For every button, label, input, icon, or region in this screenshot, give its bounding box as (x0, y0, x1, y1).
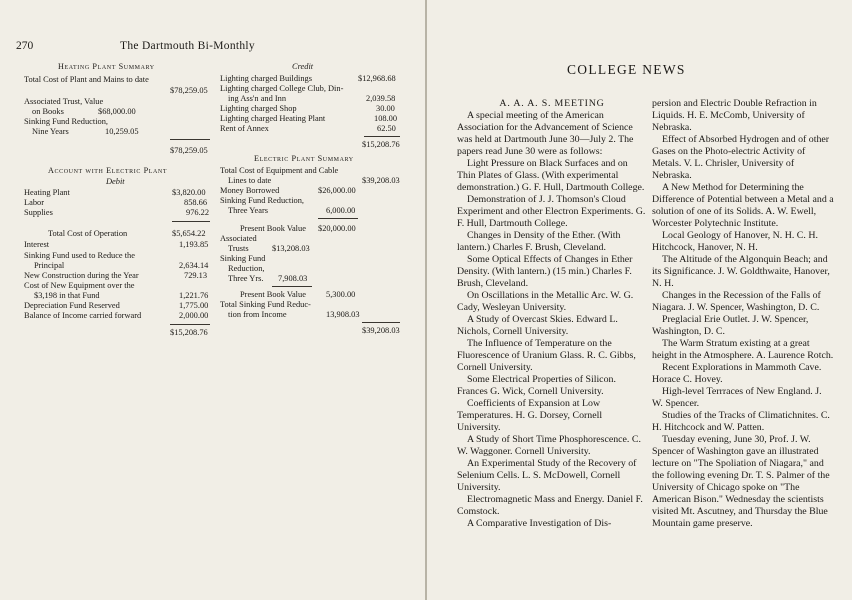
debit-amount: 976.22 (186, 208, 210, 217)
summary-amount: $20,000.00 (318, 224, 356, 233)
paper-entry: Some Electrical Properties of Silicon. Frances G. Wick, Cornell University. (457, 374, 616, 397)
debit-amount: $3,820.00 (172, 188, 206, 197)
paper-entry: Demonstration of J. J. Thomson's Cloud Experiment and other Electron Experiments. G. F. Hull, Dartmouth College. (457, 194, 646, 229)
debit-amount: 1,221.76 (179, 291, 209, 300)
credit-line: Lighting charged Heating Plant (220, 114, 326, 123)
credit-line: Lighting charged Shop (220, 104, 297, 113)
debit-line: Labor (24, 198, 44, 207)
paper-entry: Studies of the Tracks of Climatichnites. C. H. Hitchcock and W. Patten. (652, 410, 830, 433)
debit-heading: Debit (106, 177, 125, 186)
article-right-column (652, 98, 834, 530)
heating-amount: $68,000.00 (98, 107, 136, 116)
paper-entry: Local Geology of Hanover, N. H. C. H. Hitchcock, Hanover, N. H. (652, 230, 818, 253)
subtotal-rule (318, 218, 358, 219)
heating-line: Sinking Fund Reduction, (24, 117, 108, 126)
summary-amount: $39,208.03 (362, 326, 400, 335)
summary-line: Money Borrowed (220, 186, 280, 195)
credit-line: ing Ass'n and Inn (228, 94, 287, 103)
credit-heading: Credit (292, 62, 314, 71)
paper-entry: A Comparative Investigation of Dis- (467, 518, 612, 529)
summary-line: Present Book Value (240, 290, 306, 299)
article-paragraph: Tuesday evening, June 30, Prof. J. W. Spencer of Washington gave an illustrated lecture on "The Spoliation of Niagara," and the following evening Dr. T. S. Palmer of the University of Chicago spoke on "The American Bison." Wednesday the scientists visited Mt. Ascutney, and Thursday the Blue Mountain game preserve. (652, 434, 830, 529)
summary-line: Sinking Fund (220, 254, 266, 263)
paper-entry: A Study of Short Time Phosphorescence. C. W. Waggoner. Cornell University. (457, 434, 641, 457)
total-rule (364, 136, 400, 137)
right-page (427, 0, 852, 600)
heating-summary-title: Heating Plant Summary (58, 62, 155, 71)
article-left-column (457, 98, 647, 530)
running-head: The Dartmouth Bi-Monthly (120, 40, 255, 52)
credit-line: Lighting charged Buildings (220, 74, 312, 83)
debit-line: Total Cost of Operation (48, 229, 128, 238)
article-subhead: A. A. A. S. MEETING (499, 98, 605, 109)
credit-amount: 108.00 (374, 114, 398, 123)
page-number: 270 (16, 40, 34, 52)
debit-amount: 858.66 (184, 198, 208, 207)
paper-entry: Changes in the Recession of the Falls of Niagara. J. W. Spencer, Washington, D. C. (652, 290, 821, 313)
credit-amount: $15,208.76 (362, 140, 400, 149)
summary-line: Three Yrs. (228, 274, 264, 283)
paper-entry: Preglacial Erie Outlet. J. W. Spencer, Washington, D. C. (652, 314, 809, 337)
debit-line: Supplies (24, 208, 53, 217)
total-rule (362, 322, 400, 323)
heating-amount: 10,259.05 (105, 127, 139, 136)
summary-amount: 5,300.00 (326, 290, 356, 299)
credit-line: Lighting charged College Club, Din- (220, 84, 344, 93)
debit-amount: 1,775.00 (179, 301, 209, 310)
credit-amount: 2,039.58 (366, 94, 396, 103)
debit-amount: $15,208.76 (170, 328, 208, 337)
left-page (0, 0, 425, 600)
summary-amount: $13,208.03 (272, 244, 310, 253)
section-title: COLLEGE NEWS (567, 62, 686, 77)
heating-line: Nine Years (32, 127, 69, 136)
heating-amount: $78,259.05 (170, 146, 208, 155)
summary-amount: 13,908.03 (326, 310, 360, 319)
total-rule (170, 139, 210, 140)
summary-line: Three Years (228, 206, 269, 215)
paper-entry: Effect of Absorbed Hydrogen and of other Gases on the Photo-electric Activity of Metals. V. L. Chrisler, University of Nebraska. (652, 134, 830, 181)
heating-line: on Books (32, 107, 64, 116)
article-paragraph: A special meeting of the American Association for the Advancement of Science was held at Dartmouth June 30—July 2. The papers read June 30 were as follows: (457, 110, 634, 157)
summary-amount: 7,908.03 (278, 274, 308, 283)
credit-line: Rent of Annex (220, 124, 269, 133)
heating-line: Associated Trust, Value (24, 97, 104, 106)
paper-entry: The Warm Stratum existing at a great height in the Atmosphere. A. Laurence Rotch. (652, 338, 834, 361)
debit-amount: 1,193.85 (179, 240, 209, 249)
heating-amount: $78,259.05 (170, 86, 208, 95)
paper-entry: High-level Terrraces of New England. J. W. Spencer. (652, 386, 822, 409)
paper-entry: persion and Electric Double Refraction in Liquids. H. E. McComb, University of Nebraska. (652, 98, 817, 133)
summary-amount: 6,000.00 (326, 206, 356, 215)
summary-amount: $39,208.03 (362, 176, 400, 185)
summary-line: Total Sinking Fund Reduc- (220, 300, 311, 309)
electric-account-title: Account with Electric Plant (48, 166, 168, 175)
summary-line: Sinking Fund Reduction, (220, 196, 304, 205)
summary-line: tion from Income (228, 310, 287, 319)
credit-amount: $12,968.68 (358, 74, 396, 83)
debit-amount: 2,634.14 (179, 261, 209, 270)
summary-amount: $26,000.00 (318, 186, 356, 195)
debit-amount: $5,654.22 (172, 229, 206, 238)
paper-entry: Changes in Density of the Ether. (With lantern.) Charles F. Brush, Cleveland. (457, 230, 621, 253)
subtotal-rule (272, 286, 312, 287)
paper-entry: Recent Explorations in Mammoth Cave. Horace C. Hovey. (652, 362, 822, 385)
heating-line: Total Cost of Plant and Mains to date (24, 75, 149, 84)
paper-entry: The Influence of Temperature on the Fluorescence of Uranium Glass. R. C. Gibbs, Cornell University. (457, 338, 636, 373)
credit-amount: 30.00 (376, 104, 395, 113)
total-rule (170, 324, 210, 325)
paper-entry: The Altitude of the Algonquin Beach; and its Significance. J. W. Goldthwaite, Hanover, N. H. (652, 254, 830, 289)
debit-line: Heating Plant (24, 188, 70, 197)
paper-entry: A Study of Overcast Skies. Edward L. Nichols, Cornell University. (457, 314, 618, 337)
summary-line: Present Book Value (240, 224, 306, 233)
paper-entry: Some Optical Effects of Changes in Ether Density. (With lantern.) (15 min.) Charles F. Brush, Cleveland. (457, 254, 633, 289)
summary-line: Associated (220, 234, 257, 243)
debit-amount: 729.13 (184, 271, 208, 280)
credit-amount: 62.50 (377, 124, 396, 133)
summary-line: Trusts (228, 244, 249, 253)
summary-line: Reduction, (228, 264, 265, 273)
debit-line: Cost of New Equipment over the (24, 281, 135, 290)
paper-entry: An Experimental Study of the Recovery of Selenium Cells. L. S. McDowell, Cornell University. (457, 458, 637, 493)
summary-line: Lines to date (228, 176, 272, 185)
debit-line: Interest (24, 240, 50, 249)
electric-summary-title: Electric Plant Summary (254, 154, 354, 163)
paper-entry: Light Pressure on Black Surfaces and on Thin Plates of Glass. (With experimental demonstration.) G. F. Hull, Dartmouth College. (457, 158, 645, 193)
debit-line: Depreciation Fund Reserved (24, 301, 120, 310)
subtotal-rule (172, 221, 210, 222)
summary-line: Total Cost of Equipment and Cable (220, 166, 339, 175)
paper-entry: A New Method for Determining the Difference of Potential between a Metal and a solution of one of its Solids. A. W. Ewell, Worcester Polytechnic Institute. (652, 182, 834, 229)
debit-line: Principal (34, 261, 65, 270)
debit-amount: 2,000.00 (179, 311, 209, 320)
debit-line: Balance of Income carried forward (24, 311, 142, 320)
debit-line: $3,198 in that Fund (34, 291, 100, 300)
paper-entry: Coefficients of Expansion at Low Temperatures. H. G. Dorsey, Cornell University. (457, 398, 603, 433)
paper-entry: Electromagnetic Mass and Energy. Daniel F. Comstock. (457, 494, 643, 517)
debit-line: New Construction during the Year (24, 271, 139, 280)
paper-entry: On Oscillations in the Metallic Arc. W. G. Cady, Wesleyan University. (457, 290, 634, 313)
debit-line: Sinking Fund used to Reduce the (24, 251, 135, 260)
